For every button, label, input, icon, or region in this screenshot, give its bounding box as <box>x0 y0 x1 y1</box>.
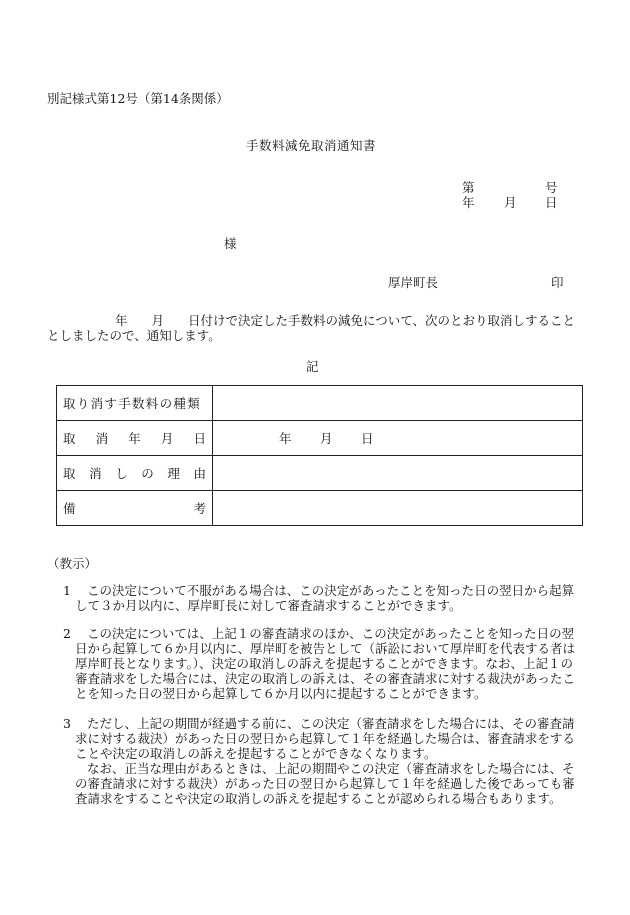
value-remarks <box>213 491 583 526</box>
value-fee-type <box>213 386 583 421</box>
instruction-item-2: 2 この決定については、上記１の審査請求のほか、この決定があったことを知った日の翌日から起算して６か月以内に、厚岸町を被告として（訴訟において厚岸町を代表する者は厚岸町長となります。）、決定の取消しの訴えを提起することができます。なお、上記１の審査請求をした場合には、決定の取消しの訴えは、その審査請求に対する裁決があったことを知った日の翌日から起算して６か月以内に提起することができます。 <box>63 626 576 701</box>
instruction-item-1: 1 この決定について不服がある場合は、この決定があったことを知った日の翌日から起算して３か月以内に、厚岸町長に対して審査請求することができます。 <box>63 583 575 613</box>
table-row <box>57 386 583 421</box>
label-cancel-reason: 取 消 し の 理 由 <box>57 456 213 491</box>
date-day: 日 <box>545 195 558 210</box>
value-cancel-date: 年 月 日 <box>213 421 583 456</box>
body-year: 年 <box>115 313 128 328</box>
label-cancel-date: 取 消 年 月 日 <box>57 421 213 456</box>
issuer: 厚岸町長 <box>388 275 439 290</box>
info-table <box>56 385 583 526</box>
number-suffix: 号 <box>545 180 558 195</box>
date-year: 年 <box>462 195 475 210</box>
table-row <box>57 456 583 491</box>
body-text: 日付けで決定した手数料の減免について、次のとおり取消しすることとしましたので、通知します。 <box>47 313 576 343</box>
body-month: 月 <box>151 313 165 328</box>
notice-body <box>47 313 583 343</box>
form-id: 別記様式第12号（第14条関係） <box>47 91 229 106</box>
value-cancel-reason <box>213 456 583 491</box>
seal-mark: 印 <box>551 275 564 290</box>
table-row <box>57 491 583 526</box>
date-month: 月 <box>504 195 517 210</box>
ki-heading: 記 <box>306 359 319 374</box>
label-remarks: 備 考 <box>57 491 213 526</box>
label-fee-type: 取り消す手数料の種類 <box>57 386 213 421</box>
document-title: 手数料減免取消通知書 <box>246 138 377 153</box>
number-prefix: 第 <box>462 180 475 195</box>
addressee-suffix: 様 <box>224 236 237 251</box>
instruction-heading: （教示） <box>47 556 98 571</box>
table-row <box>57 421 583 456</box>
instruction-item-3: 3 ただし、上記の期間が経過する前に、この決定（審査請求をした場合には、その審査請求に対する裁決）があった日の翌日から起算して１年を経過した場合は、審査請求をすることや決定の取消しの訴えを提起することができなくなります。 なお、正当な理由があるときは、上記の期間やこの決定（審査請求をした場合には、その審査請求に対する裁決）があった日の翌日から起算して１年を経過した後であっても審査請求をすることや決定の取消しの訴えを提起することが認められる場合もあります。 <box>63 716 575 806</box>
